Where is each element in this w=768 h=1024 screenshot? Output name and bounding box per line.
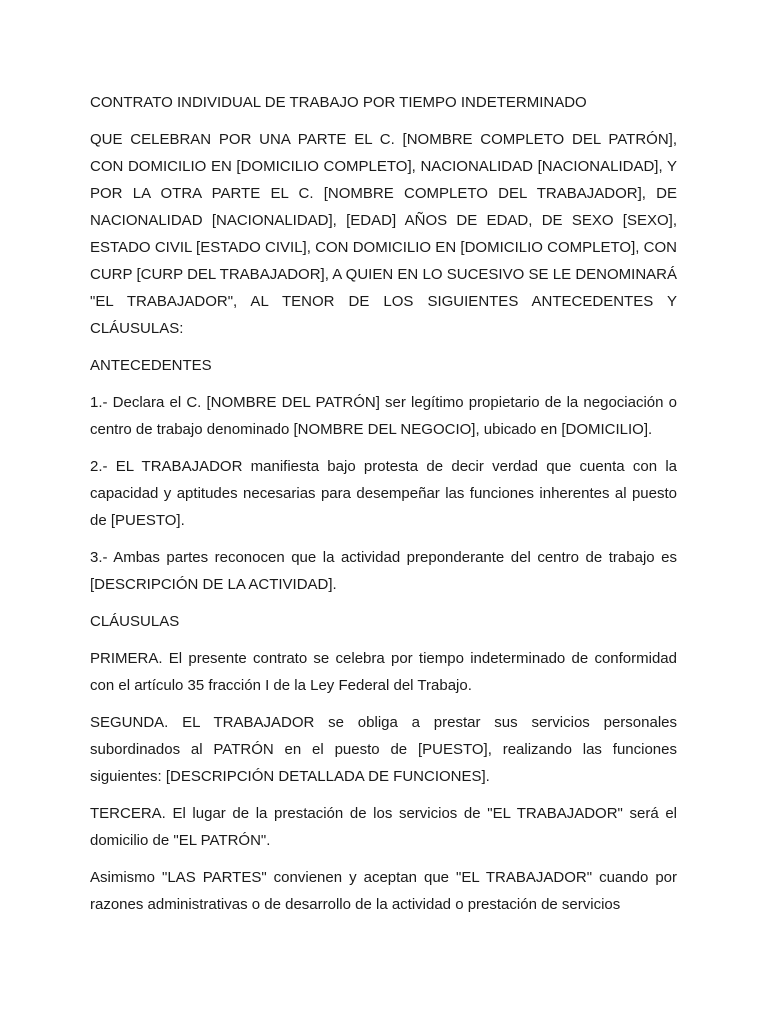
clausula-segunda: SEGUNDA. EL TRABAJADOR se obliga a prestar sus servicios personales subordinados al PATRÓN en el puesto de [PUESTO], realizando las funciones siguientes: [DESCRIPCIÓN DETALLADA DE FUNCIONES]. bbox=[90, 714, 677, 785]
clausula-tercera: TERCERA. El lugar de la prestación de los servicios de "EL TRABAJADOR" será el domicilio de "EL PATRÓN". bbox=[90, 805, 677, 849]
intro-paragraph: QUE CELEBRAN POR UNA PARTE EL C. [NOMBRE COMPLETO DEL PATRÓN], CON DOMICILIO EN [DOMICILIO COMPLETO], NACIONALIDAD [NACIONALIDAD], Y POR LA OTRA PARTE EL C. [NOMBRE COMPLETO DEL TRABAJADOR], DE NACIONALIDAD [NACIONALIDAD], [EDAD] AÑOS DE EDAD, DE SEXO [SEXO], ESTADO CIVIL [ESTADO CIVIL], CON DOMICILIO EN [DOMICILIO COMPLETO], CON CURP [CURP DEL TRABAJADOR], A QUIEN EN LO SUCESIVO SE LE DENOMINARÁ "EL TRABAJADOR", AL TENOR DE LOS SIGUIENTES ANTECEDENTES Y CLÁUSULAS: bbox=[90, 131, 677, 337]
clausula-tercera-continuation: Asimismo "LAS PARTES" convienen y aceptan que "EL TRABAJADOR" cuando por razones administrativas o de desarrollo de la actividad o prestación de servicios bbox=[90, 869, 677, 913]
clausula-primera: PRIMERA. El presente contrato se celebra por tiempo indeterminado de conformidad con el artículo 35 fracción I de la Ley Federal del Trabajo. bbox=[90, 650, 677, 694]
antecedentes-heading: ANTECEDENTES bbox=[90, 357, 212, 374]
antecedente-2: 2.- EL TRABAJADOR manifiesta bajo protesta de decir verdad que cuenta con la capacidad y aptitudes necesarias para desempeñar las funciones inherentes al puesto de [PUESTO]. bbox=[90, 458, 677, 529]
antecedente-3: 3.- Ambas partes reconocen que la actividad preponderante del centro de trabajo es [DESCRIPCIÓN DE LA ACTIVIDAD]. bbox=[90, 549, 677, 593]
clausulas-heading: CLÁUSULAS bbox=[90, 613, 180, 630]
document-page bbox=[90, 89, 677, 928]
antecedente-1: 1.- Declara el C. [NOMBRE DEL PATRÓN] ser legítimo propietario de la negociación o centro de trabajo denominado [NOMBRE DEL NEGOCIO], ubicado en [DOMICILIO]. bbox=[90, 394, 677, 438]
document-title: CONTRATO INDIVIDUAL DE TRABAJO POR TIEMPO INDETERMINADO bbox=[90, 94, 587, 111]
